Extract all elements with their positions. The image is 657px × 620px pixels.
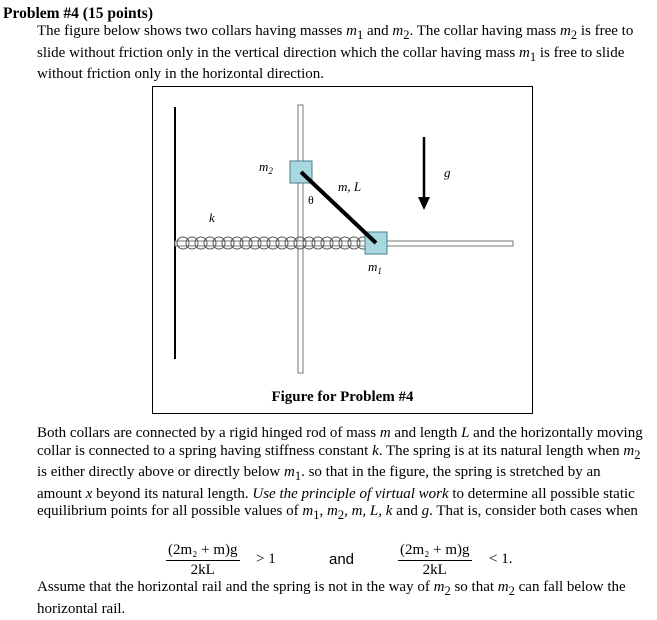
figure-caption: Figure for Problem #4	[271, 389, 414, 405]
relation-greater: > 1	[256, 551, 276, 567]
fraction-left-denominator: 2kL	[190, 562, 215, 578]
label-g: g	[444, 165, 451, 180]
body-paragraph: Both collars are connected by a rigid hinged rod of mass m and length L and the horizontally moving collar is connected to a spring having stiffness constant k. The spring is at its natural length when $m_2$ is either directly above or directly below $m_1$. so that in the figure, the spring is stretched by an amount x beyond its natural length. Use the principle of virtual work to determine all possible static equilibrium points for all possible values of $m_1$, $m_2$, m, L, k and g. That is, consider both cases when	[37, 425, 643, 522]
relation-less: < 1.	[489, 551, 513, 567]
intro-paragraph: The figure below shows two collars having masses $m_1$ and $m_2$. The collar having mass $m_2$ is free to slide without friction only in the vertical direction which the collar having mass $m_1$ is free to slide without friction only in the horizontal direction.	[37, 23, 634, 82]
gravity-arrow-head	[418, 197, 430, 210]
fraction-left	[166, 542, 240, 579]
figure-box	[152, 86, 533, 414]
label-rod: m, L	[338, 179, 362, 194]
equation-row	[0, 542, 657, 578]
label-m1: $m_1$	[368, 259, 382, 276]
horizontal-rail	[175, 241, 513, 246]
collar-diagram	[153, 87, 534, 415]
label-m2: $m_2$	[259, 159, 273, 176]
word-and: and	[329, 551, 355, 568]
footer-paragraph: Assume that the horizontal rail and the spring is not in the way of $m_2$ so that $m_2$ can fall below the horizontal rail.	[37, 579, 626, 617]
vertical-rail	[298, 105, 303, 373]
fraction-right-numerator: (2m₂ + m)g	[398, 542, 472, 561]
fraction-right-denominator: 2kL	[422, 562, 447, 578]
problem-title: Problem #4 (15 points)	[3, 5, 153, 22]
fraction-right	[398, 542, 472, 579]
label-k: k	[209, 210, 215, 225]
fraction-left-numerator: (2m₂ + m)g	[166, 542, 240, 561]
label-theta: θ	[308, 193, 314, 207]
